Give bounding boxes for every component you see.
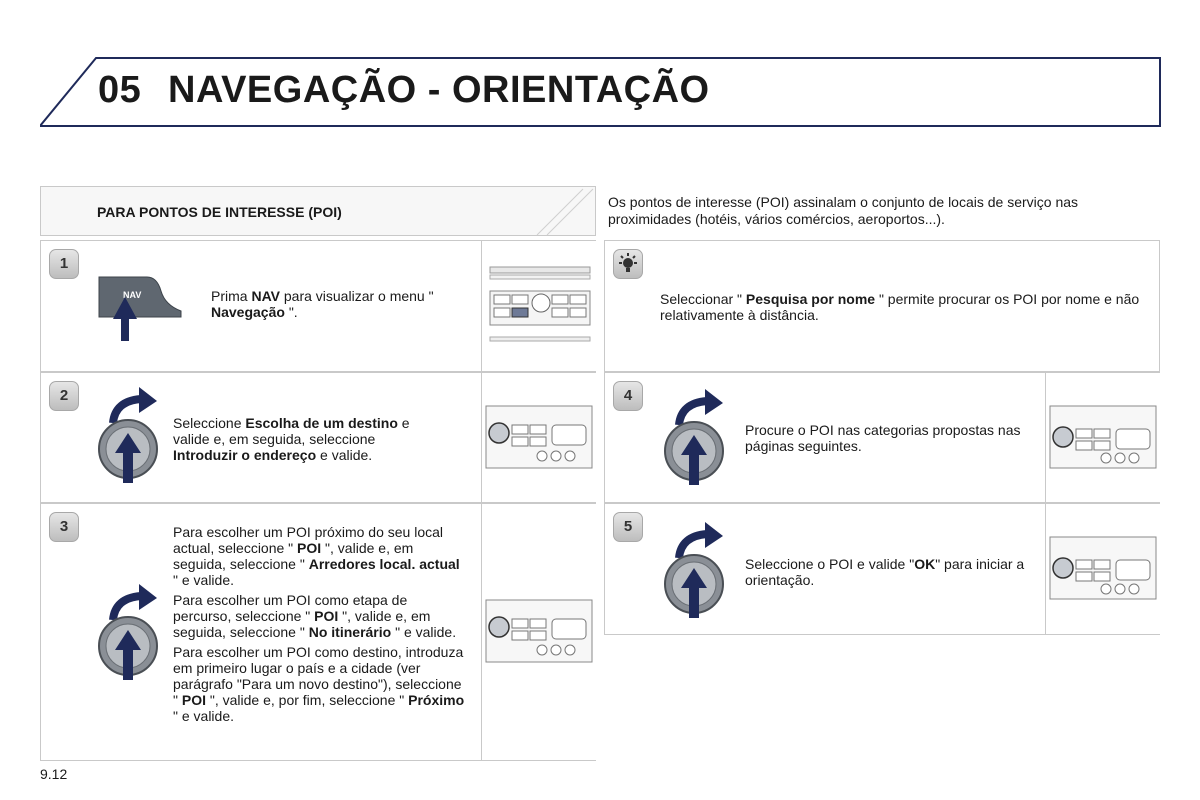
- section-header: [40, 186, 596, 236]
- step-1-text: Prima NAV para visualizar o menu " Navegação ".: [211, 288, 434, 320]
- step-4-badge: 4: [613, 381, 643, 411]
- chapter-number: 05: [98, 69, 142, 111]
- rotary-knob-icon: [659, 389, 733, 489]
- step-4-panel: [604, 372, 1160, 503]
- step-3-paragraph-1: Para escolher um POI próximo do seu local actual, seleccione " POI ", valide e, em seguida, seleccione " Arredores local. actual " e valide.: [173, 524, 460, 588]
- section-title: PARA PONTOS DE INTERESSE (POI): [97, 204, 342, 220]
- step-5-text: Seleccione o POI e valide "OK" para iniciar a orientação.: [745, 556, 1025, 588]
- step-5-panel: [604, 503, 1160, 635]
- nav-key-label: NAV: [123, 290, 142, 300]
- page-number: 9.12: [40, 766, 68, 782]
- step-3-panel: [40, 503, 596, 761]
- section-corner-decoration: [535, 187, 595, 237]
- rotary-knob-icon: [93, 387, 167, 487]
- step-2-badge: 2: [49, 381, 79, 411]
- chapter-header: [40, 57, 1161, 127]
- step-3-device-image: [481, 504, 596, 760]
- step-2-text: Seleccione Escolha de um destino e valide e, em seguida, seleccione Introduzir o endereço e valide.: [173, 415, 410, 463]
- nav-key-icon: [95, 271, 185, 343]
- step-3-badge: 3: [49, 512, 79, 542]
- step-2-device-image: [481, 373, 596, 502]
- step-5-badge: 5: [613, 512, 643, 542]
- chapter-title: NAVEGAÇÃO - ORIENTAÇÃO: [168, 69, 710, 111]
- step-4-text: Procure o POI nas categorias propostas nas páginas seguintes.: [745, 422, 1021, 454]
- step-1-device-image: [481, 241, 596, 371]
- step-5-device-image: [1045, 504, 1160, 634]
- lightbulb-tip-icon: [613, 249, 643, 279]
- step-2-panel: [40, 372, 596, 503]
- step-1-panel: [40, 240, 596, 372]
- rotary-knob-icon: [659, 522, 733, 622]
- section-intro: Os pontos de interesse (POI) assinalam o conjunto de locais de serviço nas proximidades (hotéis, vários comércios, aeroportos...).: [608, 194, 1079, 227]
- step-3-text: [173, 524, 465, 728]
- rotary-knob-icon: [93, 584, 167, 684]
- tip-text: Seleccionar " Pesquisa por nome " permite procurar os POI por nome e não relativamente à distância.: [660, 291, 1140, 323]
- step-4-device-image: [1045, 373, 1160, 502]
- tip-panel: [604, 240, 1160, 372]
- step-3-paragraph-3: Para escolher um POI como destino, introduza em primeiro lugar o país e a cidade (ver parágrafo "Para um novo destino"), seleccione " POI ", valide e, por fim, seleccione " Próximo " e valide.: [173, 644, 465, 724]
- step-1-badge: 1: [49, 249, 79, 279]
- step-3-paragraph-2: Para escolher um POI como etapa de percurso, seleccione " POI ", valide e, em seguida, seleccione " No itinerário " e valide.: [173, 592, 457, 640]
